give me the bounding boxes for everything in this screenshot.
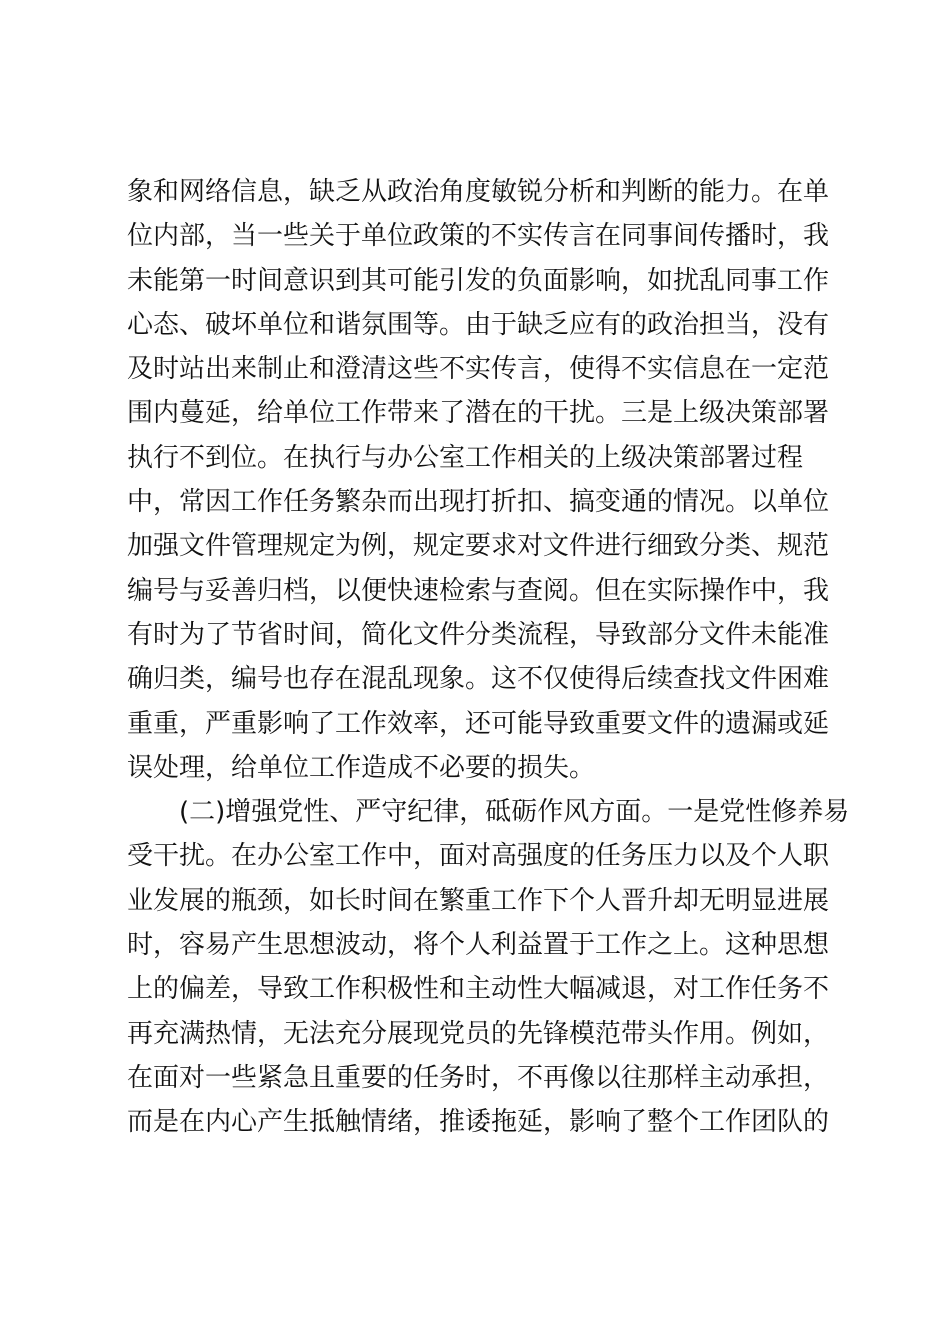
text-line: 确归类，编号也存在混乱现象。这不仅使得后续查找文件困难 xyxy=(127,664,830,695)
text-line: 重重，严重影响了工作效率，还可能导致重要文件的遗漏或延 xyxy=(127,708,830,739)
text-line: 有时为了节省时间，简化文件分类流程，导致部分文件未能准 xyxy=(127,619,830,650)
section-heading-line: (二)增强党性、严守纪律，砥砺作风方面。一是党性修养易 xyxy=(179,797,850,828)
text-line: 中，常因工作任务繁杂而出现打折扣、搞变通的情况。以单位 xyxy=(127,487,830,518)
text-line: 再充满热情，无法充分展现党员的先锋模范带头作用。例如， xyxy=(127,1018,830,1049)
text-line: 在面对一些紧急且重要的任务时，不再像以往那样主动承担， xyxy=(127,1062,830,1093)
text-line: 位内部，当一些关于单位政策的不实传言在同事间传播时，我 xyxy=(127,221,830,252)
text-line: 围内蔓延，给单位工作带来了潜在的干扰。三是上级决策部署 xyxy=(127,398,830,429)
text-line: 时，容易产生思想波动，将个人利益置于工作之上。这种思想 xyxy=(127,930,830,961)
text-line: 及时站出来制止和澄清这些不实传言，使得不实信息在一定范 xyxy=(127,354,830,385)
text-line: 心态、破坏单位和谐氛围等。由于缺乏应有的政治担当，没有 xyxy=(127,309,830,340)
text-line: 上的偏差，导致工作积极性和主动性大幅减退，对工作任务不 xyxy=(127,974,830,1005)
text-line: 象和网络信息，缺乏从政治角度敏锐分析和判断的能力。在单 xyxy=(127,177,830,207)
text-line: 编号与妥善归档，以便快速检索与查阅。但在实际操作中，我 xyxy=(127,575,830,606)
body-text xyxy=(127,170,850,1145)
text-line: 业发展的瓶颈，如长时间在繁重工作下个人晋升却无明显进展 xyxy=(127,885,830,916)
text-line: 而是在内心产生抵触情绪，推诿拖延，影响了整个工作团队的 xyxy=(127,1107,830,1138)
text-line: 未能第一时间意识到其可能引发的负面影响，如扰乱同事工作 xyxy=(127,265,830,296)
text-line: 受干扰。在办公室工作中，面对高强度的任务压力以及个人职 xyxy=(127,841,830,872)
text-line: 加强文件管理规定为例，规定要求对文件进行细致分类、规范 xyxy=(127,531,830,562)
text-line: 执行不到位。在执行与办公室工作相关的上级决策部署过程 xyxy=(127,442,804,473)
text-line: 误处理，给单位工作造成不必要的损失。 xyxy=(127,752,596,783)
